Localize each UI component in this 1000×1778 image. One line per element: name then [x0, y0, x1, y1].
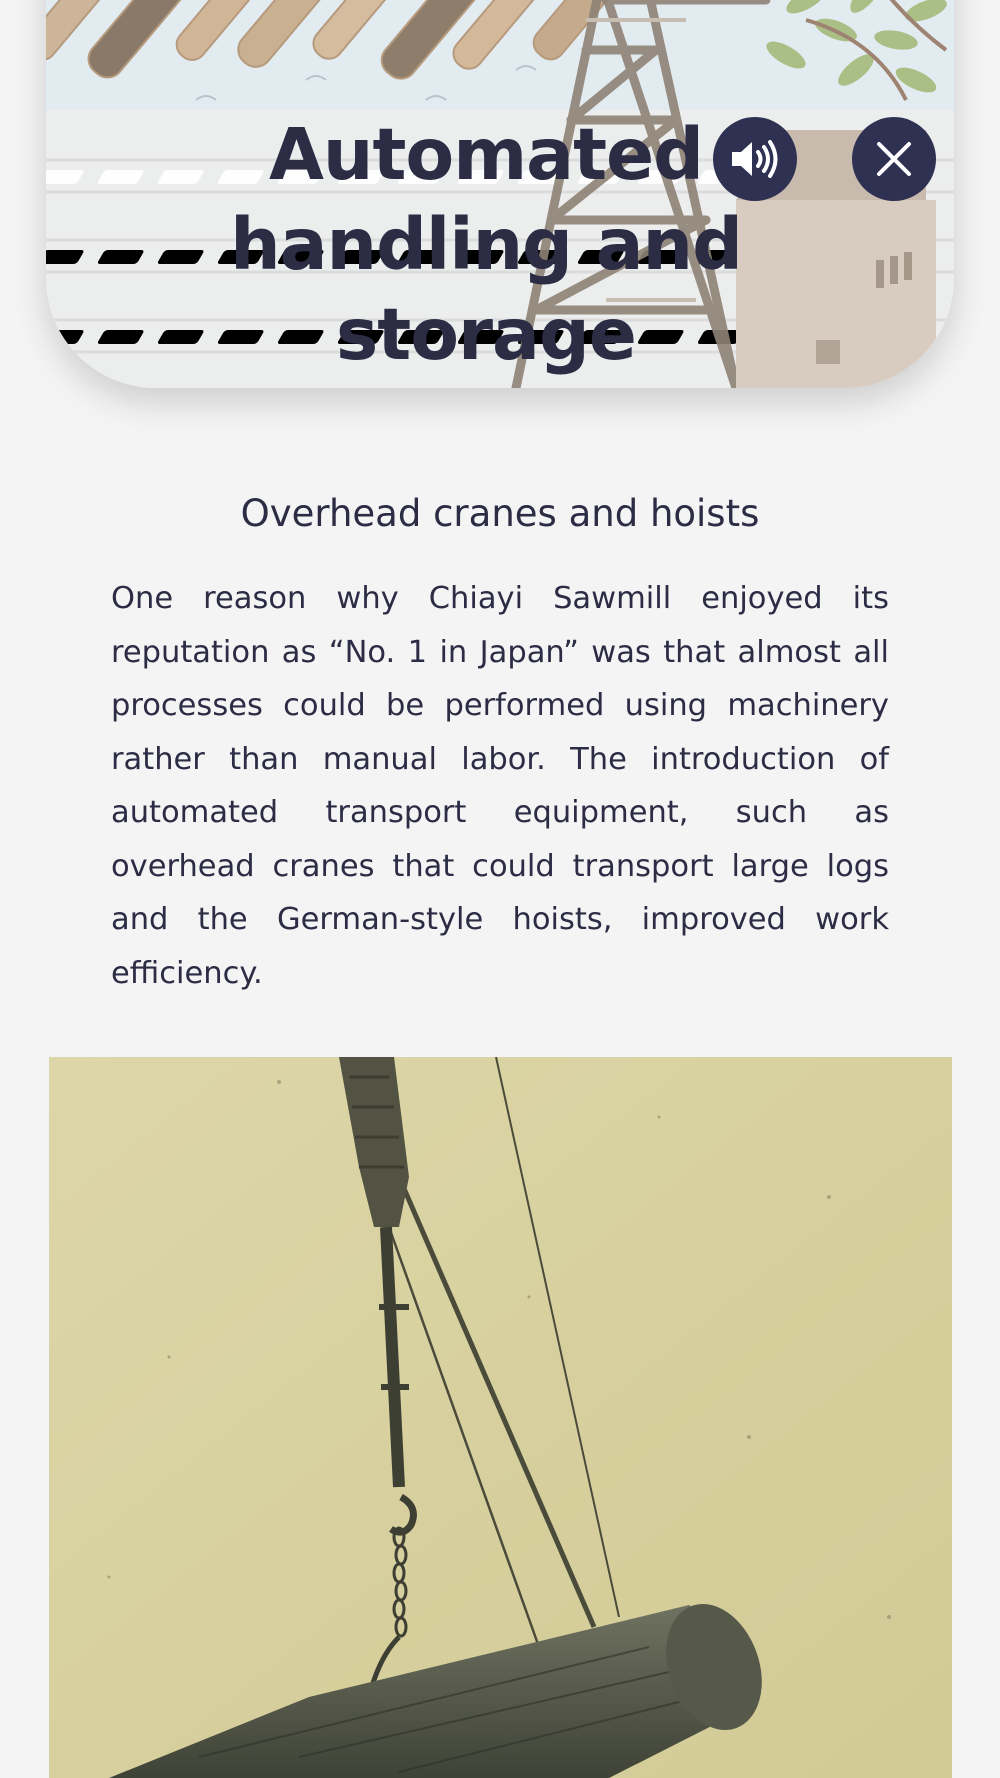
audio-button[interactable]	[713, 117, 797, 201]
close-icon	[874, 139, 914, 179]
crane-log-photo	[49, 1057, 952, 1778]
speaker-icon	[728, 137, 782, 181]
crane-lifting-log-image	[49, 1057, 952, 1778]
section-heading: Overhead cranes and hoists	[240, 492, 760, 535]
close-button[interactable]	[852, 117, 936, 201]
section-body-text: One reason why Chiayi Sawmill enjoyed its reputation as “No. 1 in Japan” was that almost all processes could be performed using machinery rather than manual labor. The introduction of automated transport equipment, such as overhead cranes that could transport large logs and the German-style hoists, improved work efficiency.	[111, 581, 889, 991]
page-title: Automated handling and storage	[230, 113, 742, 376]
header-card	[46, 0, 954, 388]
